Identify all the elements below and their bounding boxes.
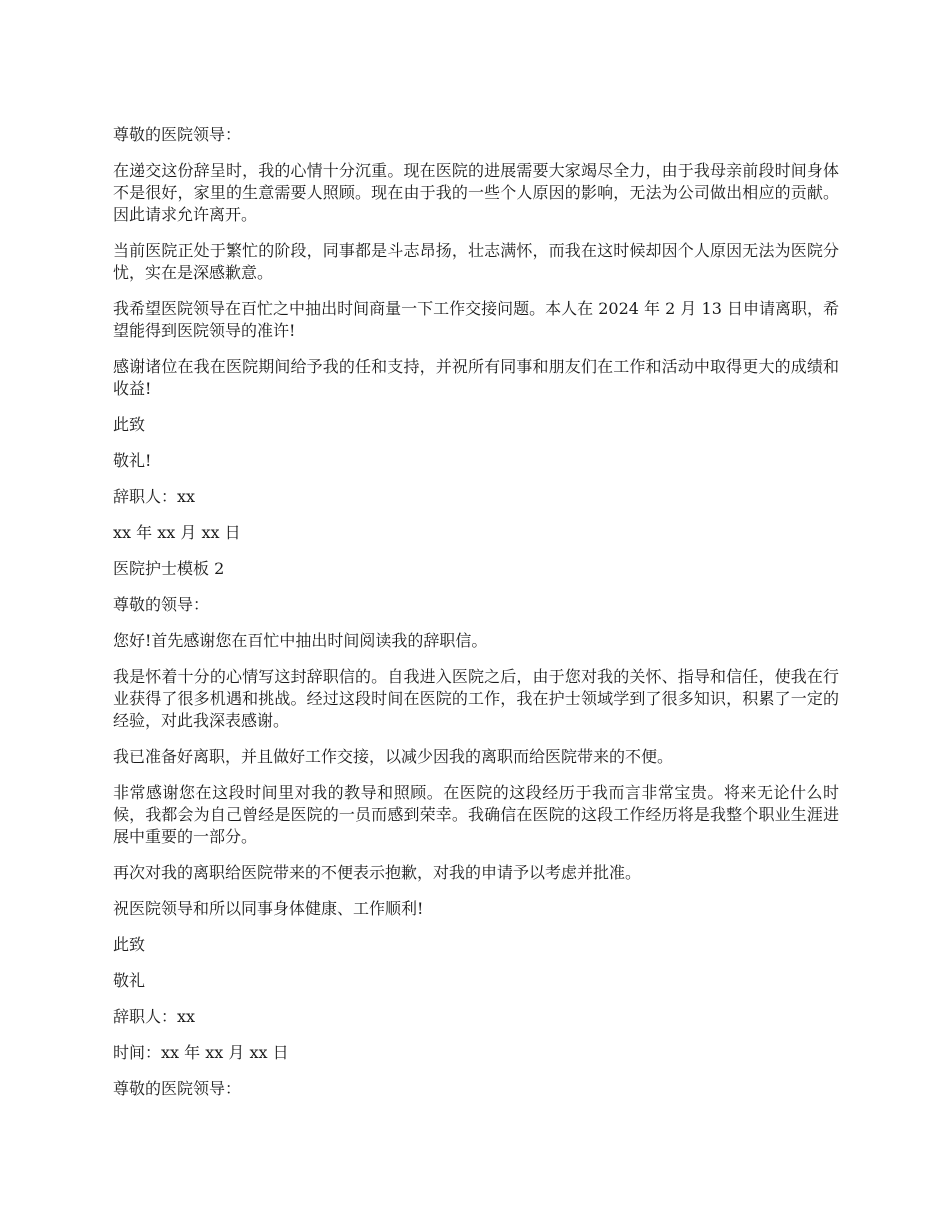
closing-line: 敬礼 — [113, 971, 146, 990]
salutation: 尊敬的医院领导： — [113, 1079, 242, 1098]
signature-line: 辞职人：xx — [113, 487, 196, 506]
body-paragraph: 我希望医院领导在百忙之中抽出时间商量一下工作交接问题。本人在 2024 年 2 月 13 日申请离职，希望能得到医院领导的准许! — [113, 299, 839, 340]
body-paragraph: 感谢诸位在我在医院期间给予我的任和支持，并祝所有同事和朋友们在工作和活动中取得更大的成绩和收益! — [113, 357, 839, 398]
signature-line: 辞职人：xx — [113, 1007, 196, 1026]
section-title: 医院护士模板 2 — [113, 559, 225, 578]
body-paragraph: 您好!首先感谢您在百忙中抽出时间阅读我的辞职信。 — [113, 631, 488, 650]
document-page — [113, 124, 839, 1114]
body-paragraph: 我已准备好离职，并且做好工作交接，以减少因我的离职而给医院带来的不便。 — [113, 747, 674, 766]
body-paragraph: 当前医院正处于繁忙的阶段，同事都是斗志昂扬，壮志满怀，而我在这时候却因个人原因无法为医院分忧，实在是深感歉意。 — [113, 241, 839, 282]
body-paragraph: 我是怀着十分的心情写这封辞职信的。自我进入医院之后，由于您对我的关怀、指导和信任，使我在行业获得了很多机遇和挑战。经过这段时间在医院的工作，我在护士领域学到了很多知识，积累了一定的经验，对此我深表感谢。 — [113, 667, 839, 730]
body-paragraph: 再次对我的离职给医院带来的不便表示抱歉，对我的申请予以考虑并批准。 — [113, 863, 642, 882]
body-paragraph: 非常感谢您在这段时间里对我的教导和照顾。在医院的这段经历于我而言非常宝贵。将来无论什么时候，我都会为自己曾经是医院的一员而感到荣幸。我确信在医院的这段工作经历将是我整个职业生涯进展中重要的一部分。 — [113, 783, 839, 846]
closing-line: 敬礼! — [113, 451, 152, 470]
salutation: 尊敬的领导： — [113, 595, 210, 614]
body-paragraph: 祝医院领导和所以同事身体健康、工作顺利! — [113, 899, 424, 918]
date-line: 时间：xx 年 xx 月 xx 日 — [113, 1043, 289, 1062]
closing-line: 此致 — [113, 415, 146, 434]
closing-line: 此致 — [113, 935, 146, 954]
date-line: xx 年 xx 月 xx 日 — [113, 523, 241, 542]
body-paragraph: 在递交这份辞呈时，我的心情十分沉重。现在医院的进展需要大家竭尽全力，由于我母亲前段时间身体不是很好，家里的生意需要人照顾。现在由于我的一些个人原因的影响，无法为公司做出相应的贡献。因此请求允许离开。 — [113, 161, 839, 224]
salutation: 尊敬的医院领导： — [113, 125, 242, 144]
